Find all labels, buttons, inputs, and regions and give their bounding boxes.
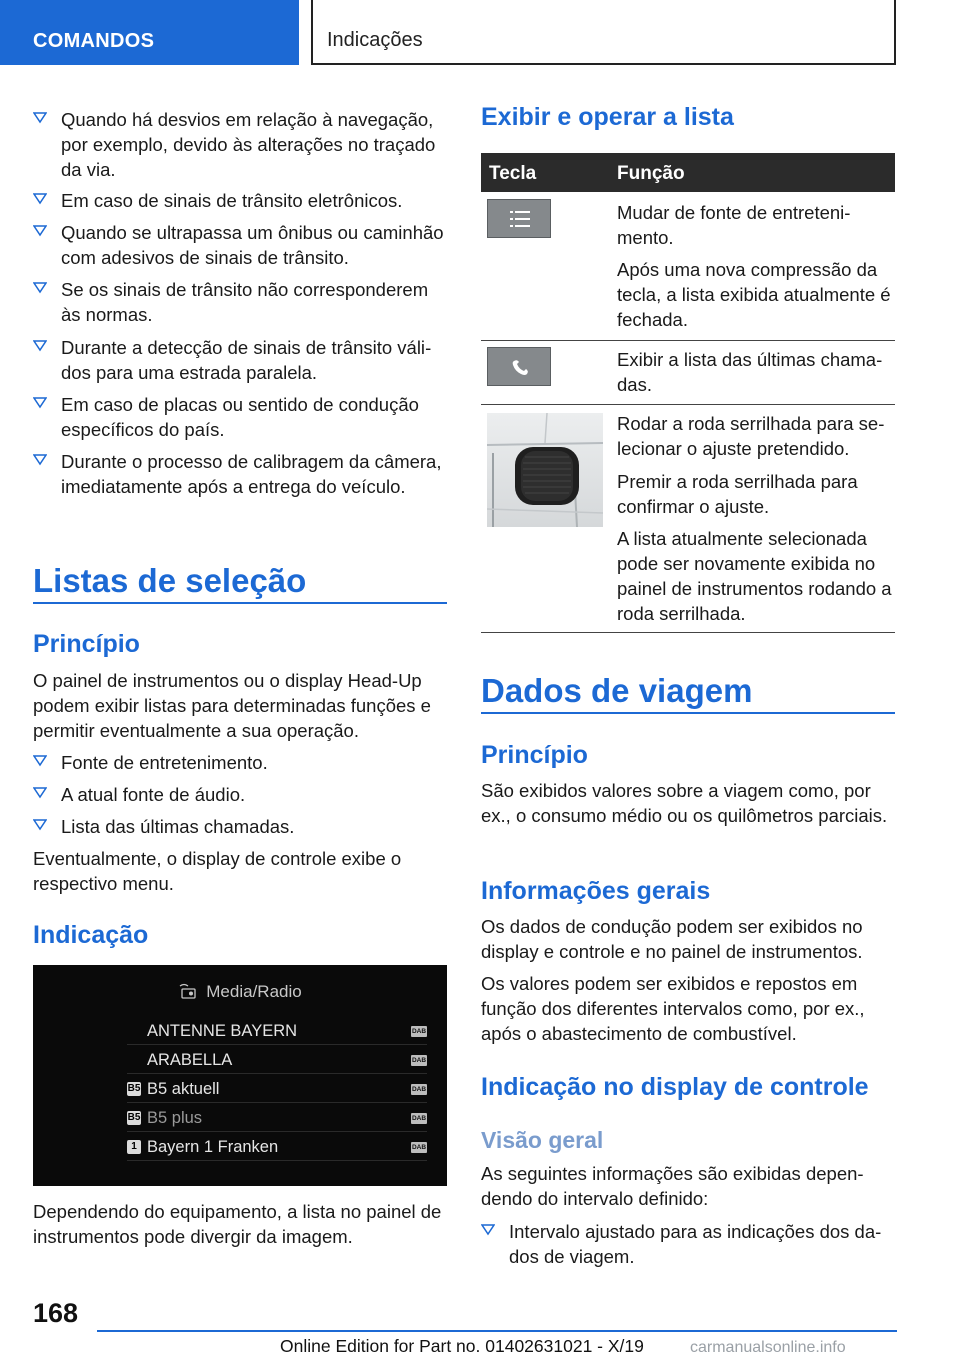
subheading-overview: Visão geral — [481, 1127, 604, 1153]
triangle-bullet-icon — [33, 452, 47, 466]
list-item: Em caso de sinais de trânsito eletrônicos. — [33, 188, 447, 213]
dab-badge: DAB — [411, 1115, 427, 1122]
table-cell: Mudar de fonte de entretenimento. — [617, 202, 851, 248]
page-number: 168 — [33, 1298, 79, 1328]
section-heading: Dados de viagem — [481, 672, 753, 709]
thumbwheel-image — [487, 413, 603, 527]
triangle-bullet-icon — [33, 280, 47, 294]
dab-badge: DAB — [411, 1028, 427, 1035]
column-function: Função — [617, 163, 685, 184]
dab-badge: DAB — [411, 1086, 427, 1093]
list-item: B5 B5 plus DAB — [127, 1106, 427, 1132]
section-tab — [0, 0, 299, 65]
subheading-principle: Princípio — [33, 630, 140, 658]
list-item: Intervalo ajustado para as indicações dos dados de viagem. — [481, 1219, 895, 1269]
list-item: Em caso de placas ou sentido de condução específicos do país. — [33, 392, 447, 442]
list-item: B5 B5 aktuell DAB — [127, 1077, 427, 1103]
table-cell: Exibir a lista das últimas chamadas. — [617, 349, 883, 395]
subheading-indication: Indicação — [33, 921, 149, 949]
triangle-bullet-icon — [33, 395, 47, 409]
station-logo: B5 — [127, 1083, 141, 1094]
list-item: Lista das últimas chamadas. — [33, 814, 447, 839]
triangle-bullet-icon — [33, 110, 47, 124]
paragraph: São exibidos valores sobre a viagem como, por ex., o consumo médio ou os quilômetros parciais. — [481, 780, 888, 826]
section-heading: Listas de seleção — [33, 562, 307, 599]
menu-lines-icon — [488, 200, 552, 239]
station-logo: B5 — [127, 1112, 141, 1123]
station-logo: 1 — [127, 1140, 141, 1154]
watermark: carmanualsonline.info — [690, 1339, 846, 1356]
phone-key — [487, 347, 551, 386]
table-cell: A lista atualmente selecionada pode ser novamente exibida no painel de instrumentos rodando a roda serrilhada. — [617, 528, 892, 624]
list-item: Quando há desvios em relação à navegação, por exemplo, devido às alterações no traçado da via. — [33, 107, 447, 182]
table-cell: Rodar a roda serrilhada para selecionar o ajuste pretendido. — [617, 413, 885, 459]
list-item: Quando se ultrapassa um ônibus ou caminhão com adesivos de sinais de trânsito. — [33, 220, 447, 270]
paragraph: O painel de instrumentos ou o display Head-Up podem exibir listas para determinadas funções e permitir eventualmente a sua operação. — [33, 670, 431, 741]
menu-key — [487, 199, 551, 238]
list-item: ANTENNE BAYERN DAB — [127, 1019, 427, 1045]
section-title: COMANDOS — [33, 30, 155, 52]
list-item: ARABELLA DAB — [127, 1048, 427, 1074]
list-item: Fonte de entretenimento. — [33, 750, 447, 775]
instrument-cluster-screen — [33, 965, 447, 1186]
table-divider — [481, 340, 895, 341]
list-item: Durante o processo de calibragem da câmera, imediatamente após a entrega do veículo. — [33, 449, 447, 499]
triangle-bullet-icon — [33, 223, 47, 237]
phone-icon — [488, 348, 552, 387]
table-header — [481, 153, 895, 192]
triangle-bullet-icon — [33, 817, 47, 831]
table-cell: Após uma nova compressão da tecla, a lista exibida atualmente é fechada. — [617, 259, 891, 330]
triangle-bullet-icon — [33, 191, 47, 205]
subheading-list: Exibir e operar a lista — [481, 103, 734, 131]
media-radio-icon — [178, 983, 200, 999]
triangle-bullet-icon — [33, 753, 47, 767]
triangle-bullet-icon — [481, 1222, 495, 1236]
subheading-principle: Princípio — [481, 741, 588, 769]
subsection-title: Indicações — [327, 29, 423, 51]
dab-badge: DAB — [411, 1057, 427, 1064]
dab-badge: DAB — [411, 1144, 427, 1151]
subheading-display: Indicação no display de controle — [481, 1073, 869, 1101]
triangle-bullet-icon — [33, 785, 47, 799]
subsection-tab — [311, 0, 896, 65]
table-divider — [481, 632, 895, 633]
image-caption: Dependendo do equipamento, a lista no painel de instrumentos pode divergir da imagem. — [33, 1201, 442, 1247]
list-item: 1 Bayern 1 Franken DAB — [127, 1135, 427, 1161]
triangle-bullet-icon — [33, 338, 47, 352]
subheading-general: Informações gerais — [481, 877, 711, 905]
column-key: Tecla — [489, 163, 537, 184]
list-item: Durante a detecção de sinais de trânsito válidos para uma estrada paralela. — [33, 335, 447, 385]
heading-rule — [481, 712, 895, 714]
paragraph: Eventualmente, o display de controle exibe o respectivo menu. — [33, 848, 402, 894]
paragraph: Os valores podem ser exibidos e repostos em função dos diferentes intervalos como, por ex., após o abastecimento de combustível. — [481, 973, 865, 1044]
list-item: Se os sinais de trânsito não corresponderem às normas. — [33, 277, 447, 327]
heading-rule — [33, 602, 447, 604]
paragraph: As seguintes informações são exibidas dependendo do intervalo definido: — [481, 1163, 864, 1209]
table-divider — [481, 404, 895, 405]
thumbwheel-icon — [487, 413, 603, 527]
list-item: A atual fonte de áudio. — [33, 782, 447, 807]
edition-note: Online Edition for Part no. 01402631021 - X/19 — [280, 1336, 644, 1356]
table-cell: Premir a roda serrilhada para confirmar o ajuste. — [617, 471, 858, 517]
footer-rule — [97, 1330, 897, 1332]
screen-title: Media/Radio — [33, 982, 447, 1002]
paragraph: Os dados de condução podem ser exibidos no display e controle e no painel de instrumentos. — [481, 916, 863, 962]
